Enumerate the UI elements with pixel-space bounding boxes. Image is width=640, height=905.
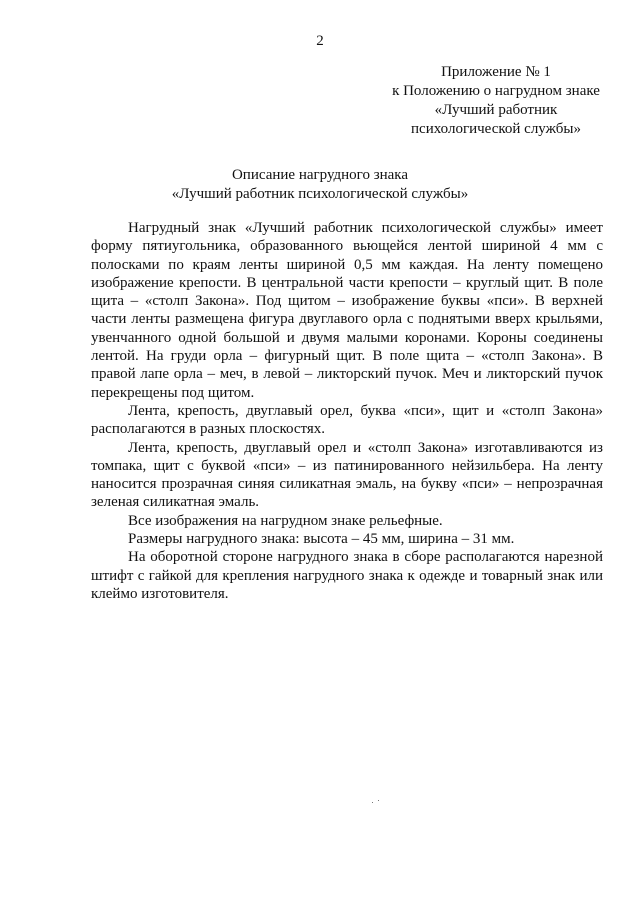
appendix-header <box>380 63 612 139</box>
paragraph-planes: Лента, крепость, двуглавый орел, буква «пси», щит и «столп Закона» располагаются в разных плоскостях. <box>91 402 603 438</box>
title-line-2: «Лучший работник психологической службы» <box>171 186 469 202</box>
scan-specks <box>372 800 380 804</box>
paragraph-dimensions: Размеры нагрудного знака: высота – 45 мм, ширина – 31 мм. <box>128 531 515 548</box>
appendix-line-4: психологической службы» <box>411 121 581 137</box>
title-line-1: Описание нагрудного знака <box>231 167 409 183</box>
paragraph-badge-shape: Нагрудный знак «Лучший работник психологической службы» имеет форму пятиугольника, образованного вьющейся лентой шириной 4 мм с полосками по краям ленты шириной 0,5 мм каждая. На ленту помещено изображение крепости. В центральной части крепости – круглый щит. В поле щита – «столп Закона». Под щитом – изображение буквы «пси». В верхней части ленты размещена фигура двуглавого орла с поднятыми вверх крыльями, увенчанного одной большой и двумя малыми коронами. Короны соединены лентой. На груди орла – фигурный щит. В поле щита – «столп Закона». В правой лапе орла – меч, в левой – ликторский пучок. Меч и ликторский пучок перекрещены под щитом. <box>91 220 603 401</box>
appendix-line-2: к Положению о нагрудном знаке <box>392 83 600 99</box>
paragraph-materials: Лента, крепость, двуглавый орел и «столп Закона» изготавливаются из томпака, щит с буквой «пси» – из патинированного нейзильбера. На ленту наносится прозрачная синяя силикатная эмаль, на букву «пси» – непрозрачная зеленая силикатная эмаль. <box>91 439 603 511</box>
appendix-line-3: «Лучший работник <box>434 102 558 118</box>
paragraph-relief: Все изображения на нагрудном знаке рельефные. <box>128 512 443 529</box>
document-title <box>0 166 640 204</box>
page-number: 2 <box>316 33 324 49</box>
appendix-line-1: Приложение № 1 <box>441 64 551 80</box>
document-body <box>91 219 603 603</box>
paragraph-reverse-side: На оборотной стороне нагрудного знака в сборе располагаются нарезной штифт с гайкой для крепления нагрудного знака к одежде и товарный знак или клеймо изготовителя. <box>91 549 603 602</box>
